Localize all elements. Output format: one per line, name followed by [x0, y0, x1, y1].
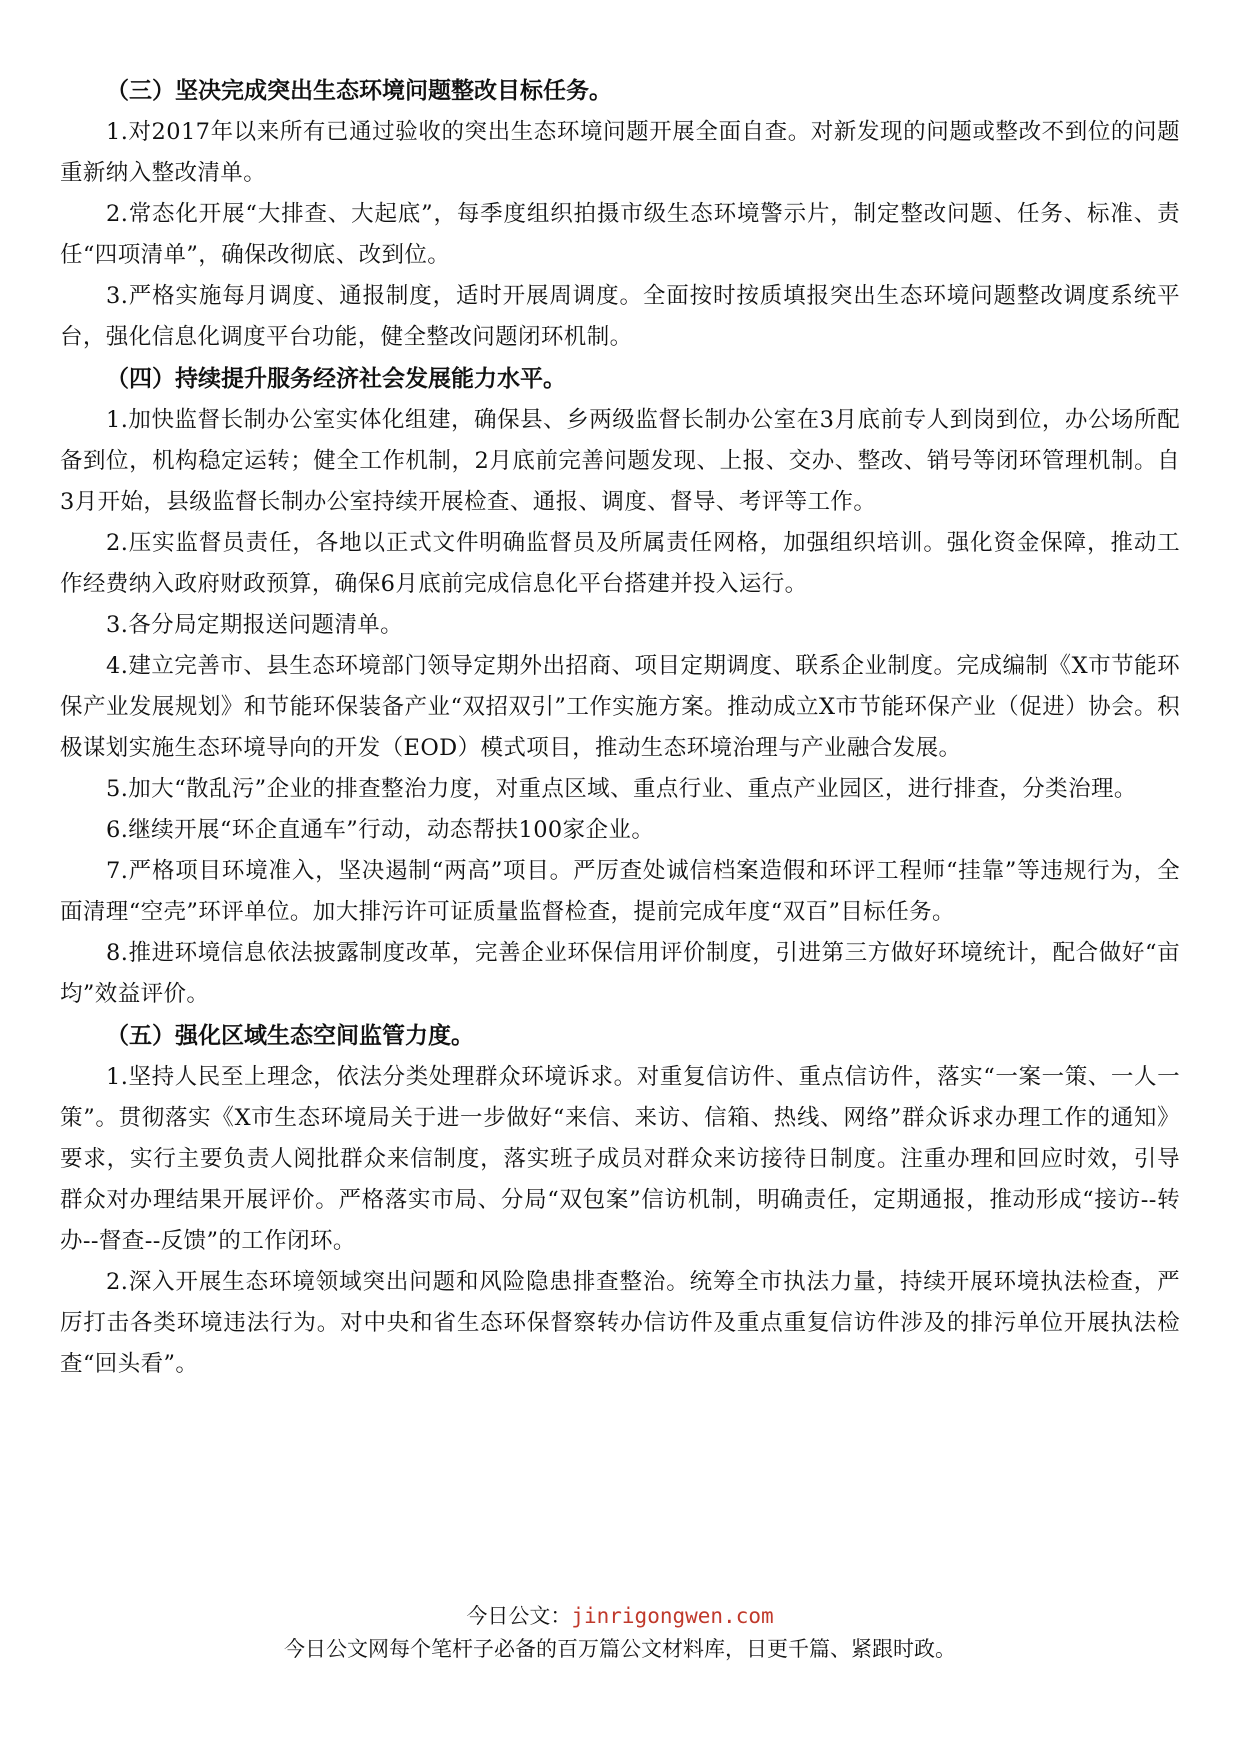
- paragraph: 1.加快监督长制办公室实体化组建，确保县、乡两级监督长制办公室在3月底前专人到岗到位，办公场所配备到位，机构稳定运转；健全工作机制，2月底前完善问题发现、上报、交办、整改、销号等闭环管理机制。自3月开始，县级监督长制办公室持续开展检查、通报、调度、督导、考评等工作。: [60, 407, 1180, 515]
- paragraph: 8.推进环境信息依法披露制度改革，完善企业环保信用评价制度，引进第三方做好环境统计，配合做好“亩均”效益评价。: [60, 940, 1180, 1007]
- paragraph: 2.深入开展生态环境领域突出问题和风险隐患排查整治。统筹全市执法力量，持续开展环境执法检查，严厉打击各类环境违法行为。对中央和省生态环保督察转办信访件及重点重复信访件涉及的排污单位开展执法检查“回头看”。: [60, 1269, 1180, 1377]
- section-heading-5: （五）强化区域生态空间监管力度。: [106, 1022, 474, 1049]
- document-body: [60, 70, 1180, 1385]
- footer-site-label: 今日公文：: [466, 1604, 572, 1628]
- footer-site-line: [0, 1600, 1240, 1633]
- section-heading-3: （三）坚决完成突出生态环境问题整改目标任务。: [106, 77, 612, 104]
- paragraph: 6.继续开展“环企直通车”行动，动态帮扶100家企业。: [106, 817, 655, 843]
- paragraph: 2.常态化开展“大排查、大起底”，每季度组织拍摄市级生态环境警示片，制定整改问题、任务、标准、责任“四项清单”，确保改彻底、改到位。: [60, 201, 1180, 268]
- paragraph: 1.对2017年以来所有已通过验收的突出生态环境问题开展全面自查。对新发现的问题或整改不到位的问题重新纳入整改清单。: [60, 119, 1180, 186]
- paragraph: 4.建立完善市、县生态环境部门领导定期外出招商、项目定期调度、联系企业制度。完成编制《X市节能环保产业发展规划》和节能环保装备产业“双招双引”工作实施方案。推动成立X市节能环保产业（促进）协会。积极谋划实施生态环境导向的开发（EOD）模式项目，推动生态环境治理与产业融合发展。: [60, 653, 1180, 761]
- paragraph: 2.压实监督员责任，各地以正式文件明确监督员及所属责任网格，加强组织培训。强化资金保障，推动工作经费纳入政府财政预算，确保6月底前完成信息化平台搭建并投入运行。: [60, 530, 1180, 597]
- paragraph: 7.严格项目环境准入，坚决遏制“两高”项目。严厉查处诚信档案造假和环评工程师“挂靠”等违规行为，全面清理“空壳”环评单位。加大排污许可证质量监督检查，提前完成年度“双百”目标任务。: [60, 858, 1180, 925]
- page-footer: [0, 1600, 1240, 1666]
- paragraph: 3.严格实施每月调度、通报制度，适时开展周调度。全面按时按质填报突出生态环境问题整改调度系统平台，强化信息化调度平台功能，健全整改问题闭环机制。: [60, 283, 1180, 350]
- section-heading-4: （四）持续提升服务经济社会发展能力水平。: [106, 365, 566, 392]
- paragraph: 3.各分局定期报送问题清单。: [106, 612, 404, 638]
- paragraph: 5.加大“散乱污”企业的排查整治力度，对重点区域、重点行业、重点产业园区，进行排查，分类治理。: [106, 776, 1137, 802]
- footer-slogan: 今日公文网每个笔杆子必备的百万篇公文材料库，日更千篇、紧跟时政。: [284, 1637, 956, 1661]
- footer-site-link[interactable]: jinrigongwen.com: [571, 1604, 774, 1628]
- paragraph: 1.坚持人民至上理念，依法分类处理群众环境诉求。对重复信访件、重点信访件，落实“一案一策、一人一策”。贯彻落实《X市生态环境局关于进一步做好“来信、来访、信箱、热线、网络”群众诉求办理工作的通知》要求，实行主要负责人阅批群众来信制度，落实班子成员对群众来访接待日制度。注重办理和回应时效，引导群众对办理结果开展评价。严格落实市局、分局“双包案”信访机制，明确责任，定期通报，推动形成“接访--转办--督查--反馈”的工作闭环。: [60, 1064, 1180, 1254]
